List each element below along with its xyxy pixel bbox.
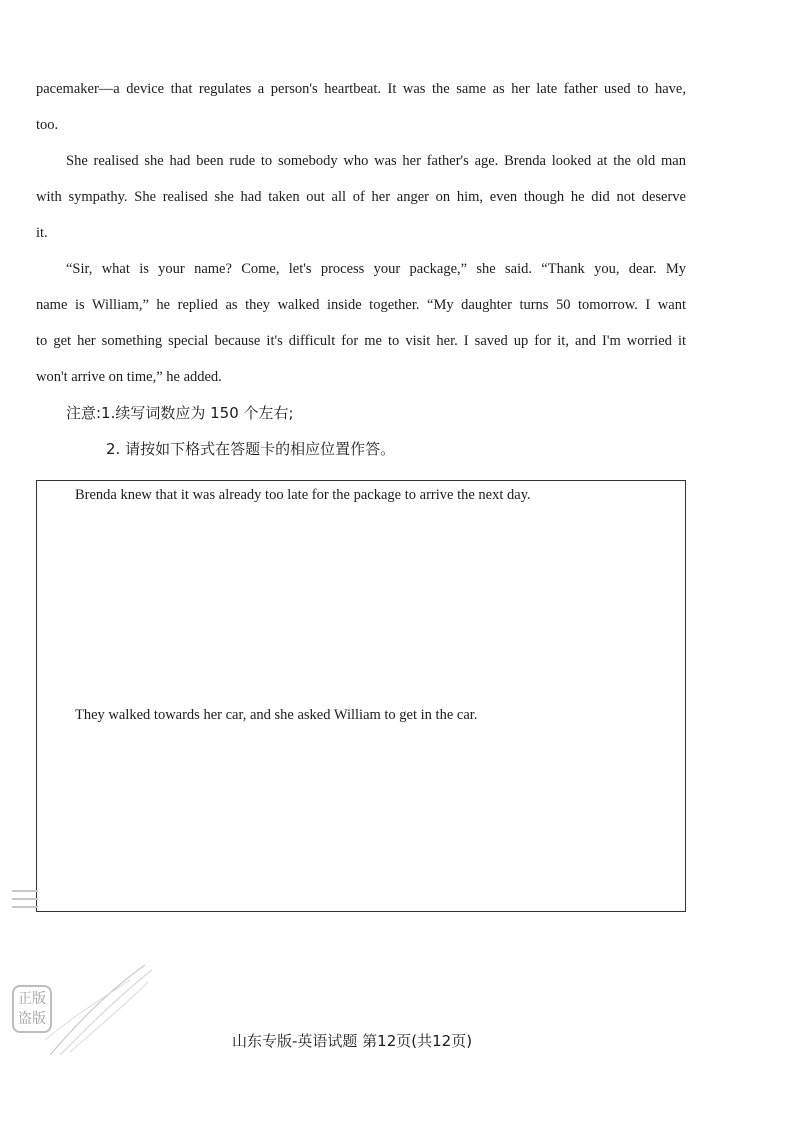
passage-line: won't arrive on time,” he added. [36, 369, 222, 385]
passage-line: with sympathy. She realised she had taken out all of her anger on him, even though he did not deserve [36, 189, 686, 205]
instruction-note-1: 注意:1.续写词数应为 150 个左右; [66, 404, 294, 422]
answer-box [36, 480, 686, 912]
passage-line: it. [36, 225, 48, 241]
continuation-second-sentence: They walked towards her car, and she asked William to get in the car. [75, 707, 478, 723]
stamp-line-2: 盗版 [18, 1011, 46, 1027]
continuation-first-sentence: Brenda knew that it was already too late for the package to arrive the next day. [75, 487, 531, 503]
passage-line: “Sir, what is your name? Come, let's process your package,” she said. “Thank you, dear. My [66, 261, 686, 277]
passage-line: to get her something special because it's difficult for me to visit her. I saved up for it, and I'm worried it [36, 333, 686, 349]
passage-line: pacemaker—a device that regulates a person's heartbeat. It was the same as her late father used to have, [36, 81, 686, 97]
page-footer: 山东专版-英语试题 第12页(共12页) [232, 1032, 473, 1050]
stamp-line-1: 正版 [18, 991, 46, 1007]
margin-marks [12, 890, 38, 908]
passage-line: name is William,” he replied as they walked inside together. “My daughter turns 50 tomorrow. I want [36, 297, 686, 313]
watermark-swirl [20, 960, 160, 1060]
passage-line: too. [36, 117, 59, 133]
instruction-note-2: 2. 请按如下格式在答题卡的相应位置作答。 [106, 440, 396, 458]
passage-line: She realised she had been rude to somebody who was her father's age. Brenda looked at the old man [66, 153, 686, 169]
